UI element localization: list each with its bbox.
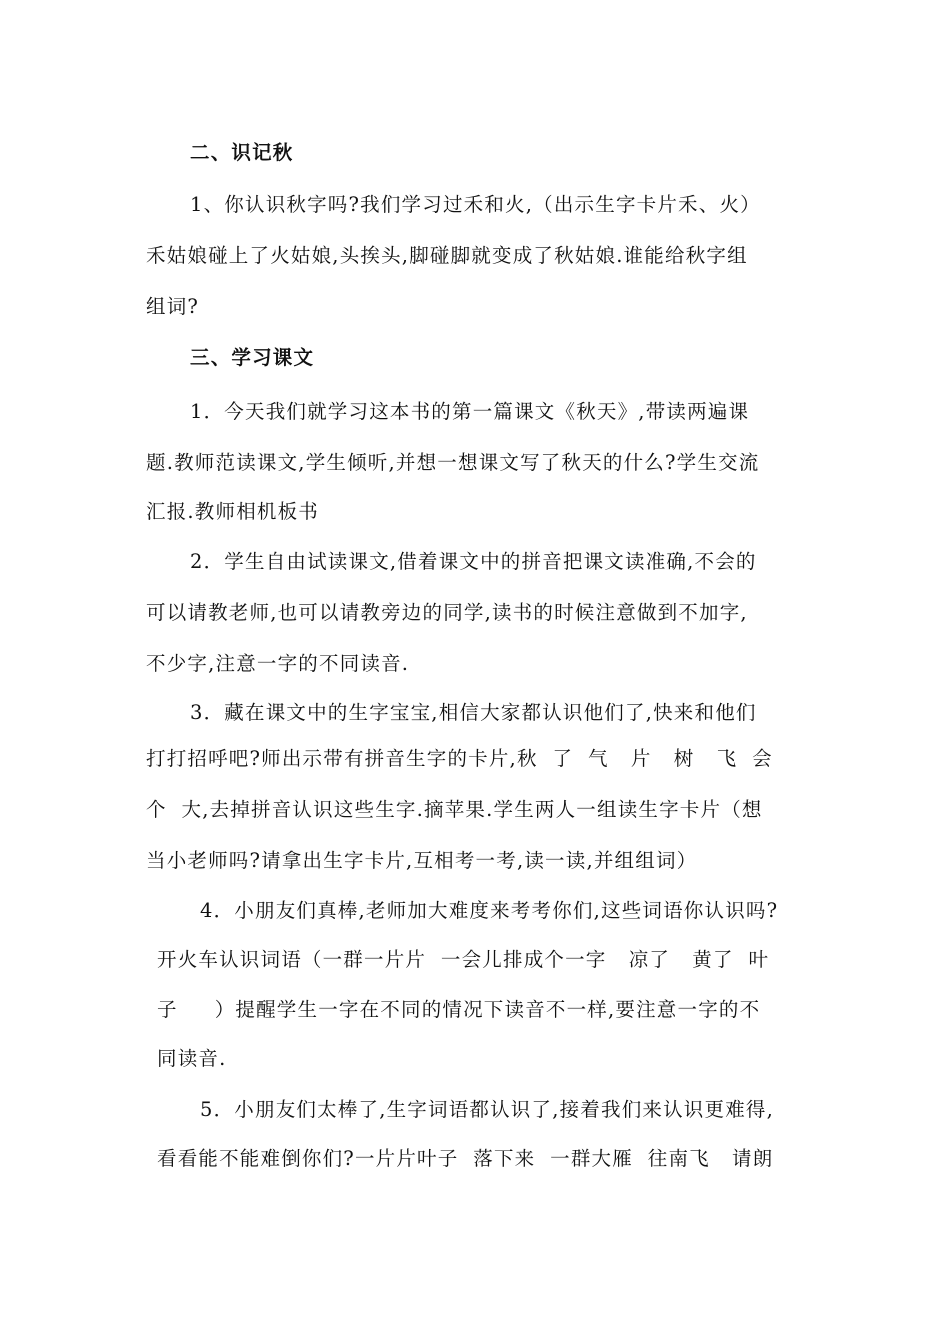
section-heading-3: 三、学习课文 — [190, 346, 315, 369]
paragraph-line: 2．学生自由试读课文,借着课文中的拼音把课文读准确,不会的 — [190, 550, 757, 573]
paragraph-line: 同读音. — [157, 1047, 227, 1070]
paragraph-line: 1、你认识秋字吗?我们学习过禾和火,（出示生字卡片禾、火） — [190, 193, 761, 216]
paragraph-line: 组词? — [146, 295, 200, 318]
paragraph-line: 5．小朋友们太棒了,生字词语都认识了,接着我们来认识更难得, — [200, 1098, 775, 1121]
paragraph-line: 看看能不能难倒你们?一片片叶子 落下来 一群大雁 往南飞 请朗 — [157, 1147, 774, 1170]
paragraph-line: 打打招呼吧?师出示带有拼音生字的卡片,秋 了 气 片 树 飞 会 — [146, 747, 773, 770]
section-heading-2: 二、识记秋 — [190, 141, 294, 164]
paragraph-line: 3．藏在课文中的生字宝宝,相信大家都认识他们了,快来和他们 — [190, 701, 757, 724]
paragraph-line: 汇报.教师相机板书 — [146, 500, 319, 523]
paragraph-line: 子 ）提醒学生一字在不同的情况下读音不一样,要注意一字的不 — [157, 998, 761, 1021]
paragraph-line: 当小老师吗?请拿出生字卡片,互相考一考,读一读,并组组词） — [146, 849, 698, 872]
paragraph-line: 可以请教老师,也可以请教旁边的同学,读书的时候注意做到不加字, — [146, 601, 748, 624]
paragraph-line: 禾姑娘碰上了火姑娘,头挨头,脚碰脚就变成了秋姑娘.谁能给秋字组 — [146, 244, 748, 267]
paragraph-line: 题.教师范读课文,学生倾听,并想一想课文写了秋天的什么?学生交流 — [146, 451, 760, 474]
paragraph-line: 1．今天我们就学习这本书的第一篇课文《秋天》,带读两遍课 — [190, 400, 750, 423]
paragraph-line: 个 大,去掉拼音认识这些生字.摘苹果.学生两人一组读生字卡片（想 — [146, 798, 763, 821]
paragraph-line: 不少字,注意一字的不同读音. — [146, 652, 410, 675]
paragraph-line: 4．小朋友们真棒,老师加大难度来考考你们,这些词语你认识吗? — [200, 899, 779, 922]
paragraph-line: 开火车认识词语（一群一片片 一会儿排成个一字 凉了 黄了 叶 — [157, 948, 770, 971]
